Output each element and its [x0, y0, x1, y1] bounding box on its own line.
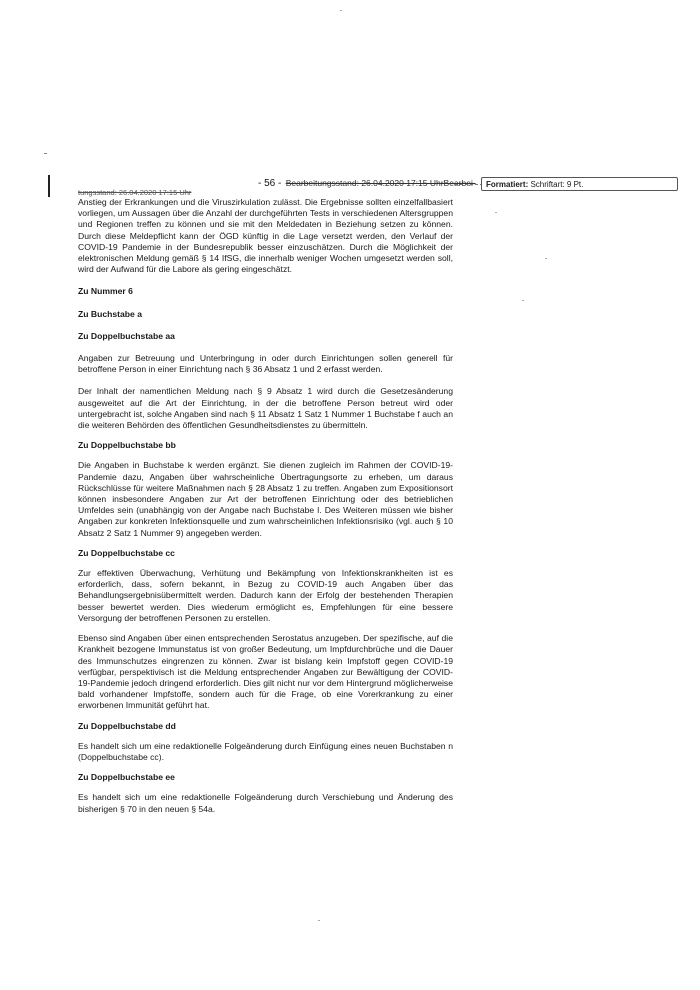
paragraph: Es handelt sich um eine redaktionelle Folgeänderung durch Verschiebung und Änderung des bisherigen § 70 in den neuen § 54a.	[78, 792, 453, 814]
paragraph: Der Inhalt der namentlichen Meldung nach § 9 Absatz 1 wird durch die Gesetzesänderung ausgeweitet auf die Art der Einrichtung, in der die betroffene Person betreut wird oder untergebracht ist, solche Angaben sind nach § 11 Absatz 1 Satz 1 Nummer 1 Buchstabe f auch an die weiteren Behörden des öffentlichen Gesundheitsdienstes zu übermitteln.	[78, 386, 453, 431]
section-heading: Zu Doppelbuchstabe cc	[78, 547, 175, 558]
comment-text: Schriftart: 9 Pt.	[530, 180, 584, 189]
edit-stand-strikethrough: Bearbeitungsstand: 26.04.2020 17:15 UhrBearbei-	[285, 178, 476, 188]
paragraph: Es handelt sich um eine redaktionelle Folgeänderung durch Einfügung eines neuen Buchstaben n (Doppelbuchstabe cc).	[78, 740, 453, 762]
margin-mark	[44, 153, 47, 154]
comment-label: Formatiert:	[486, 180, 529, 189]
section-heading: Zu Doppelbuchstabe aa	[78, 330, 175, 341]
change-bar	[48, 175, 50, 197]
scan-speck	[495, 212, 497, 213]
section-heading: Zu Doppelbuchstabe ee	[78, 772, 175, 783]
paragraph: Die Angaben in Buchstabe k werden ergänzt. Sie dienen zugleich im Rahmen der COVID-19-Pandemie dazu, Angaben über wahrscheinliche Übertragungsorte zu erheben, um daraus Rückschlüsse für weitere Maßnahmen nach § 28 Absatz 1 zu treffen. Angaben zum Expositionsort können insbesondere Angaben zur Art der betroffenen Einrichtung oder des betrieblichen Umfeldes sein (unabhängig von der Angabe nach Buchstabe l. Des Weiteren müssen wie bisher Angaben zur konkreten Infektionsquelle und zum wahrscheinlichen Infektionsrisiko (vgl. auch § 10 Absatz 2 Satz 1 Nummer 9) angegeben werden.	[78, 460, 453, 538]
deleted-stand-text: tungsstand: 26.04.2020 17:15 Uhr	[78, 188, 192, 197]
paragraph: Ebenso sind Angaben über einen entsprechenden Serostatus anzugeben. Der spezifische, auf die Krankheit bezogene Immunstatus ist von großer Bedeutung, um Impfdurchbrüche und die Dauer des Immunschutzes eingrenzen zu können. Zwar ist bislang kein Impfstoff gegen COVID-19 verfügbar, perspektivisch ist die Meldung entsprechender Angaben zur Bewältigung der COVID-19-Pandemie jedoch dringend erforderlich. Dies gilt nicht nur vor dem Hintergrund möglicherweise bald vorhandener Impfstoffe, sondern auch für die Frage, ob eine Vorerkrankung zu einer erworbenen Immunität geführt hat.	[78, 633, 453, 711]
format-comment-balloon[interactable]	[481, 177, 678, 191]
scan-speck	[545, 258, 547, 259]
comment-connector	[455, 184, 483, 185]
section-heading: Zu Doppelbuchstabe bb	[78, 440, 176, 451]
paragraph: Zur effektiven Überwachung, Verhütung und Bekämpfung von Infektionskrankheiten ist es erforderlich, dass, sofern bekannt, in Bezug zu COVID-19 auch Angaben über das Behandlungsergebnisübermittelt werden. Dadurch kann der Erfolg der bestehenden Therapien besser bewertet werden. Dies wiederum ermöglicht es, Empfehlungen für eine bessere Versorgung der betroffenen Personen zu erstellen.	[78, 568, 453, 623]
scan-speck	[340, 10, 342, 11]
section-heading: Zu Buchstabe a	[78, 308, 142, 319]
section-heading: Zu Nummer 6	[78, 286, 133, 297]
section-heading: Zu Doppelbuchstabe dd	[78, 720, 176, 731]
document-body	[78, 197, 453, 815]
page-number: - 56 -	[258, 178, 282, 189]
paragraph: Anstieg der Erkrankungen und die Viruszirkulation zulässt. Die Ergebnisse sollten einzelfallbasiert vorliegen, um Aussagen über die Anzahl der durchgeführten Tests in verschiedenen Altersgruppen und Regionen treffen zu können und sie mit den Meldedaten in Beziehung setzen zu können. Durch diese Meldepflicht kann der ÖGD künftig in die Lage versetzt werden, den Verlauf der COVID-19 Pandemie in der Bundesrepublik besser einzuschätzen. Durch die Möglichkeit der elektronischen Meldung gemäß § 14 IfSG, die innerhalb weniger Wochen umgesetzt werden soll, wird der Aufwand für die Labore als gering eingeschätzt.	[78, 197, 453, 275]
paragraph: Angaben zur Betreuung und Unterbringung in oder durch Einrichtungen sollen generell für betroffene Person in einer Einrichtung nach § 36 Absatz 1 und 2 erfasst werden.	[78, 353, 453, 375]
page-header	[258, 178, 476, 189]
scan-speck	[318, 920, 320, 921]
scan-speck	[522, 300, 524, 301]
